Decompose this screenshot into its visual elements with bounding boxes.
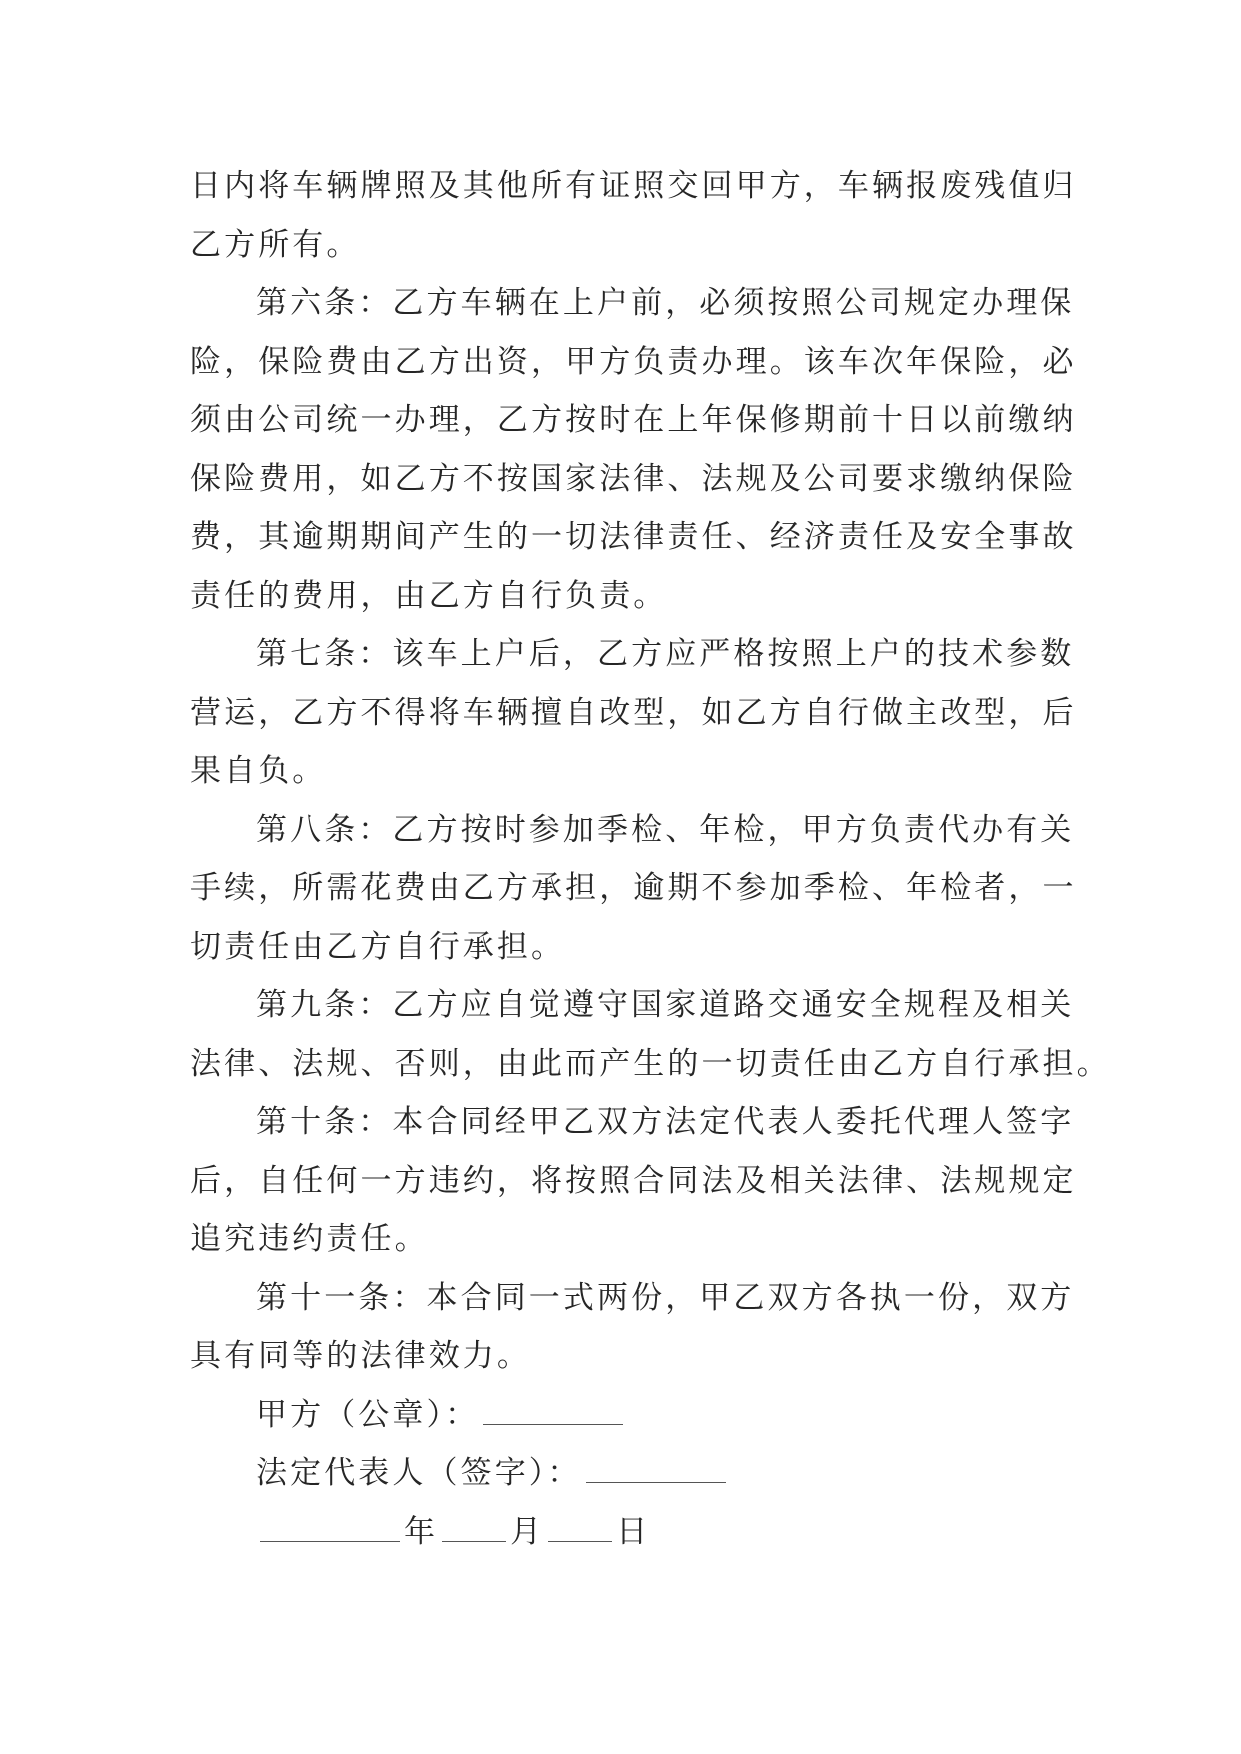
clause-10-line: 第十条：本合同经甲乙双方法定代表人委托代理人签字 xyxy=(256,1104,1075,1140)
legal-rep-signature-blank xyxy=(586,1456,726,1483)
text-line: 保险费用，如乙方不按国家法律、法规及公司要求缴纳保险 xyxy=(190,460,1077,497)
text-line: 追究违约责任。 xyxy=(190,1221,429,1257)
text-line: 责任的费用，由乙方自行负责。 xyxy=(190,577,668,614)
party-a-label: 甲方（公章）： xyxy=(256,1396,480,1433)
text-line: 险，保险费由乙方出资，甲方负责办理。该车次年保险，必 xyxy=(190,343,1077,380)
day-label: 日 xyxy=(616,1513,651,1550)
date-line xyxy=(190,1503,1052,1562)
clause-9-line: 第九条：乙方应自觉遵守国家道路交通安全规程及相关 xyxy=(256,987,1075,1023)
text-line: 法律、法规、否则，由此而产生的一切责任由乙方自行承担。 xyxy=(190,1045,1111,1082)
text-line: 须由公司统一办理，乙方按时在上年保修期前十日以前缴纳 xyxy=(190,402,1077,438)
clause-8-line: 第八条：乙方按时参加季检、年检，甲方负责代办有关 xyxy=(256,811,1075,848)
month-blank xyxy=(442,1515,506,1542)
month-label: 月 xyxy=(510,1513,545,1550)
text-line: 乙方所有。 xyxy=(190,226,361,263)
text-line: 切责任由乙方自行承担。 xyxy=(190,928,566,965)
year-blank xyxy=(260,1515,400,1542)
text-line: 具有同等的法律效力。 xyxy=(190,1338,531,1374)
year-label: 年 xyxy=(404,1513,439,1550)
text-line: 后，自任何一方违约，将按照合同法及相关法律、法规规定 xyxy=(190,1162,1077,1199)
party-a-seal-blank xyxy=(483,1398,623,1425)
text-line: 营运，乙方不得将车辆擅自改型，如乙方自行做主改型，后 xyxy=(190,694,1077,731)
legal-rep-line xyxy=(190,1444,1052,1503)
party-a-seal-line xyxy=(190,1386,1052,1445)
text-line: 日内将车辆牌照及其他所有证照交回甲方，车辆报废残值归 xyxy=(190,168,1077,204)
clause-7-line: 第七条：该车上户后，乙方应严格按照上户的技术参数 xyxy=(256,636,1075,672)
clause-11-line: 第十一条：本合同一式两份，甲乙双方各执一份，双方 xyxy=(256,1279,1075,1316)
day-blank xyxy=(548,1515,612,1542)
text-line: 手续，所需花费由乙方承担，逾期不参加季检、年检者，一 xyxy=(190,870,1077,906)
text-line: 果自负。 xyxy=(190,753,327,789)
legal-rep-label: 法定代表人（签字）： xyxy=(256,1455,582,1491)
text-line: 费，其逾期期间产生的一切法律责任、经济责任及安全事故 xyxy=(190,519,1077,555)
clause-6-line: 第六条：乙方车辆在上户前，必须按照公司规定办理保 xyxy=(256,285,1075,321)
document-body xyxy=(190,157,1111,1561)
